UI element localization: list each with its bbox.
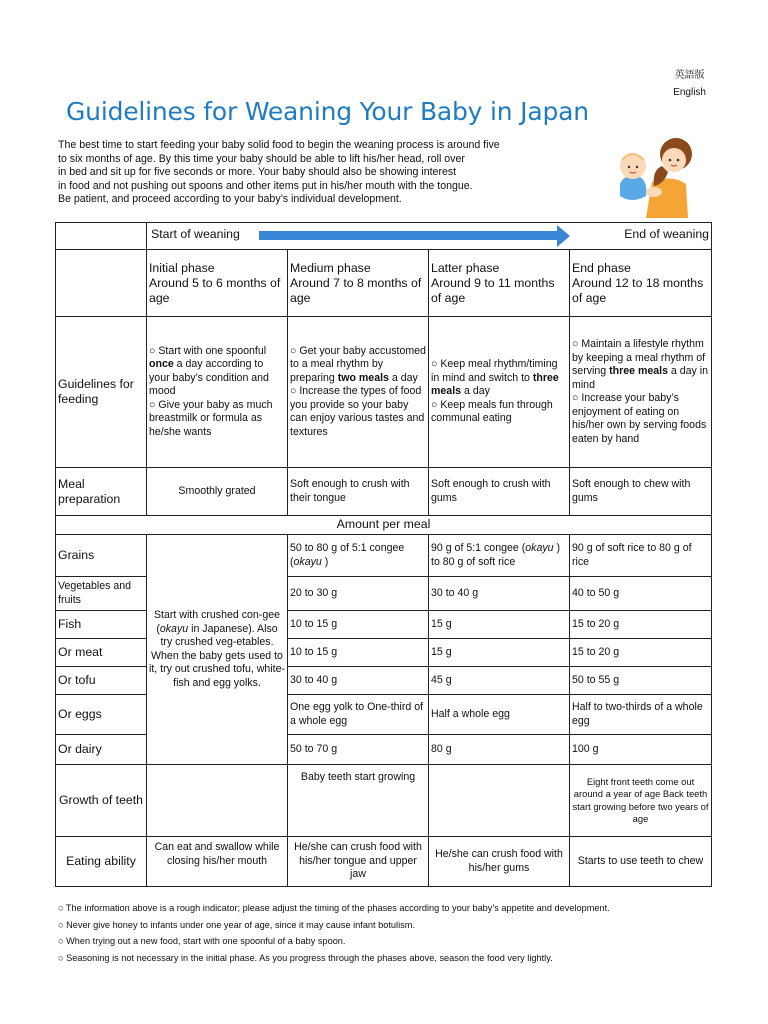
meal-preparation-row — [56, 468, 712, 516]
eating-ability-label: Eating ability — [56, 837, 147, 887]
footnote: ○ Seasoning is not necessary in the initial phase. As you progress through the phases above, season the food very lightly. — [58, 952, 553, 963]
fish-latter: 15 g — [429, 611, 570, 639]
language-en: English — [673, 87, 706, 98]
intro-line: to six months of age. By this time your baby should be able to lift his/her head, roll over — [58, 152, 465, 165]
feeding-initial: ○ Start with one spoonful once a day according to your baby’s condition and mood ○ Give your baby as much breastmilk or formula as he/she wants — [147, 317, 288, 468]
grains-latter: 90 g of 5:1 congee (okayu ) to 80 g of soft rice — [429, 535, 570, 577]
footnote: ○ Never give honey to infants under one year of age, since it may cause infant botulism. — [58, 919, 415, 930]
amount-per-meal-header: Amount per meal — [56, 516, 712, 535]
eggs-label: Or eggs — [56, 695, 147, 735]
teeth-row — [56, 765, 712, 837]
fish-end: 15 to 20 g — [570, 611, 712, 639]
eating-medium: He/she can crush food with his/her tongue and upper jaw — [288, 837, 429, 887]
veg-medium: 20 to 30 g — [288, 577, 429, 611]
timeline-start-label: Start of weaning — [151, 227, 240, 241]
eating-latter: He/she can crush food with his/her gums — [429, 837, 570, 887]
language-label — [673, 67, 706, 101]
vegetables-label: Vegetables and fruits — [56, 577, 147, 611]
meal-prep-latter: Soft enough to crush with gums — [429, 468, 570, 516]
intro-paragraph — [58, 139, 578, 207]
intro-line: in bed and sit up for five seconds or more. Your baby should also be showing interest — [58, 166, 457, 179]
eggs-end: Half to two-thirds of a whole egg — [570, 695, 712, 735]
tofu-medium: 30 to 40 g — [288, 667, 429, 695]
meat-medium: 10 to 15 g — [288, 639, 429, 667]
phase-medium: Medium phase Around 7 to 8 months of age — [288, 250, 429, 317]
footnotes — [58, 900, 610, 966]
feeding-label: Guidelines for feeding — [56, 317, 147, 468]
footnote: ○ When trying out a new food, start with one spoonful of a baby spoon. — [58, 936, 346, 946]
dairy-latter: 80 g — [429, 735, 570, 765]
intro-line: The best time to start feeding your baby solid food to begin the weaning process is around five — [58, 139, 500, 151]
footnote: ○ The information above is a rough indicator; please adjust the timing of the phases according to your baby’s appetite and development. — [58, 903, 610, 913]
dairy-medium: 50 to 70 g — [288, 735, 429, 765]
teeth-medium: Baby teeth start growing — [288, 765, 429, 837]
meal-prep-end: Soft enough to chew with gums — [570, 468, 712, 516]
tofu-label: Or tofu — [56, 667, 147, 695]
grains-label: Grains — [56, 535, 147, 577]
feeding-end: ○ Maintain a lifestyle rhythm by keeping a meal rhythm of serving three meals a day in mind ○ Increase your baby’s enjoyment of eating on his/her own by serving foods eaten by hand — [570, 317, 712, 468]
eating-initial: Can eat and swallow while closing his/her mouth — [147, 837, 288, 887]
fish-medium: 10 to 15 g — [288, 611, 429, 639]
grains-medium: 50 to 80 g of 5:1 congee (okayu ) — [288, 535, 429, 577]
weaning-guidelines-table — [55, 222, 712, 887]
teeth-end: Eight front teeth come out around a year of age Back teeth start growing before two years of age — [570, 765, 712, 837]
timeline-cell — [147, 223, 712, 250]
tofu-end: 50 to 55 g — [570, 667, 712, 695]
intro-line: Be patient, and proceed according to your baby’s individual development. — [58, 193, 402, 206]
veg-end: 40 to 50 g — [570, 577, 712, 611]
dairy-label: Or dairy — [56, 735, 147, 765]
meal-prep-initial: Smoothly grated — [147, 468, 288, 516]
grains-end: 90 g of soft rice to 80 g of rice — [570, 535, 712, 577]
initial-amount-note: Start with crushed con-gee (okayu in Japanese). Also try crushed veg-etables. When the baby gets used to it, try out crushed tofu, white-fish and egg yolks. — [147, 535, 288, 765]
feeding-guidelines-row — [56, 317, 712, 468]
intro-line: in food and not pushing out spoons and other items put in his/her mouth with the tongue. — [58, 179, 473, 192]
page-title: Guidelines for Weaning Your Baby in Japan — [66, 97, 589, 126]
teeth-label: Growth of teeth — [56, 765, 147, 837]
timeline-arrow — [259, 231, 559, 240]
meat-label: Or meat — [56, 639, 147, 667]
phase-initial: Initial phase Around 5 to 6 months of age — [147, 250, 288, 317]
meat-end: 15 to 20 g — [570, 639, 712, 667]
timeline-row — [56, 223, 712, 250]
feeding-latter: ○ Keep meal rhythm/timing in mind and switch to three meals a day ○ Keep meals fun through communal eating — [429, 317, 570, 468]
eggs-medium: One egg yolk to One-third of a whole egg — [288, 695, 429, 735]
arrow-right-icon — [557, 225, 570, 247]
eating-ability-row — [56, 837, 712, 887]
mother-and-baby-illustration — [612, 130, 694, 218]
feeding-medium: ○ Get your baby accustomed to a meal rhythm by preparing two meals a day ○ Increase the types of food you provide so your baby can enjoy various tastes and textures — [288, 317, 429, 468]
eating-end: Starts to use teeth to chew — [570, 837, 712, 887]
timeline-end-label: End of weaning — [624, 227, 709, 241]
meat-latter: 15 g — [429, 639, 570, 667]
language-jp: 英語版 — [674, 70, 705, 81]
fish-label: Fish — [56, 611, 147, 639]
phase-end: End phase Around 12 to 18 months of age — [570, 250, 712, 317]
amount-header-row — [56, 516, 712, 535]
tofu-latter: 45 g — [429, 667, 570, 695]
dairy-end: 100 g — [570, 735, 712, 765]
meal-preparation-label: Meal preparation — [56, 468, 147, 516]
phase-row — [56, 250, 712, 317]
phase-latter: Latter phase Around 9 to 11 months of age — [429, 250, 570, 317]
eggs-latter: Half a whole egg — [429, 695, 570, 735]
meal-prep-medium: Soft enough to crush with their tongue — [288, 468, 429, 516]
veg-latter: 30 to 40 g — [429, 577, 570, 611]
grains-row — [56, 535, 712, 577]
